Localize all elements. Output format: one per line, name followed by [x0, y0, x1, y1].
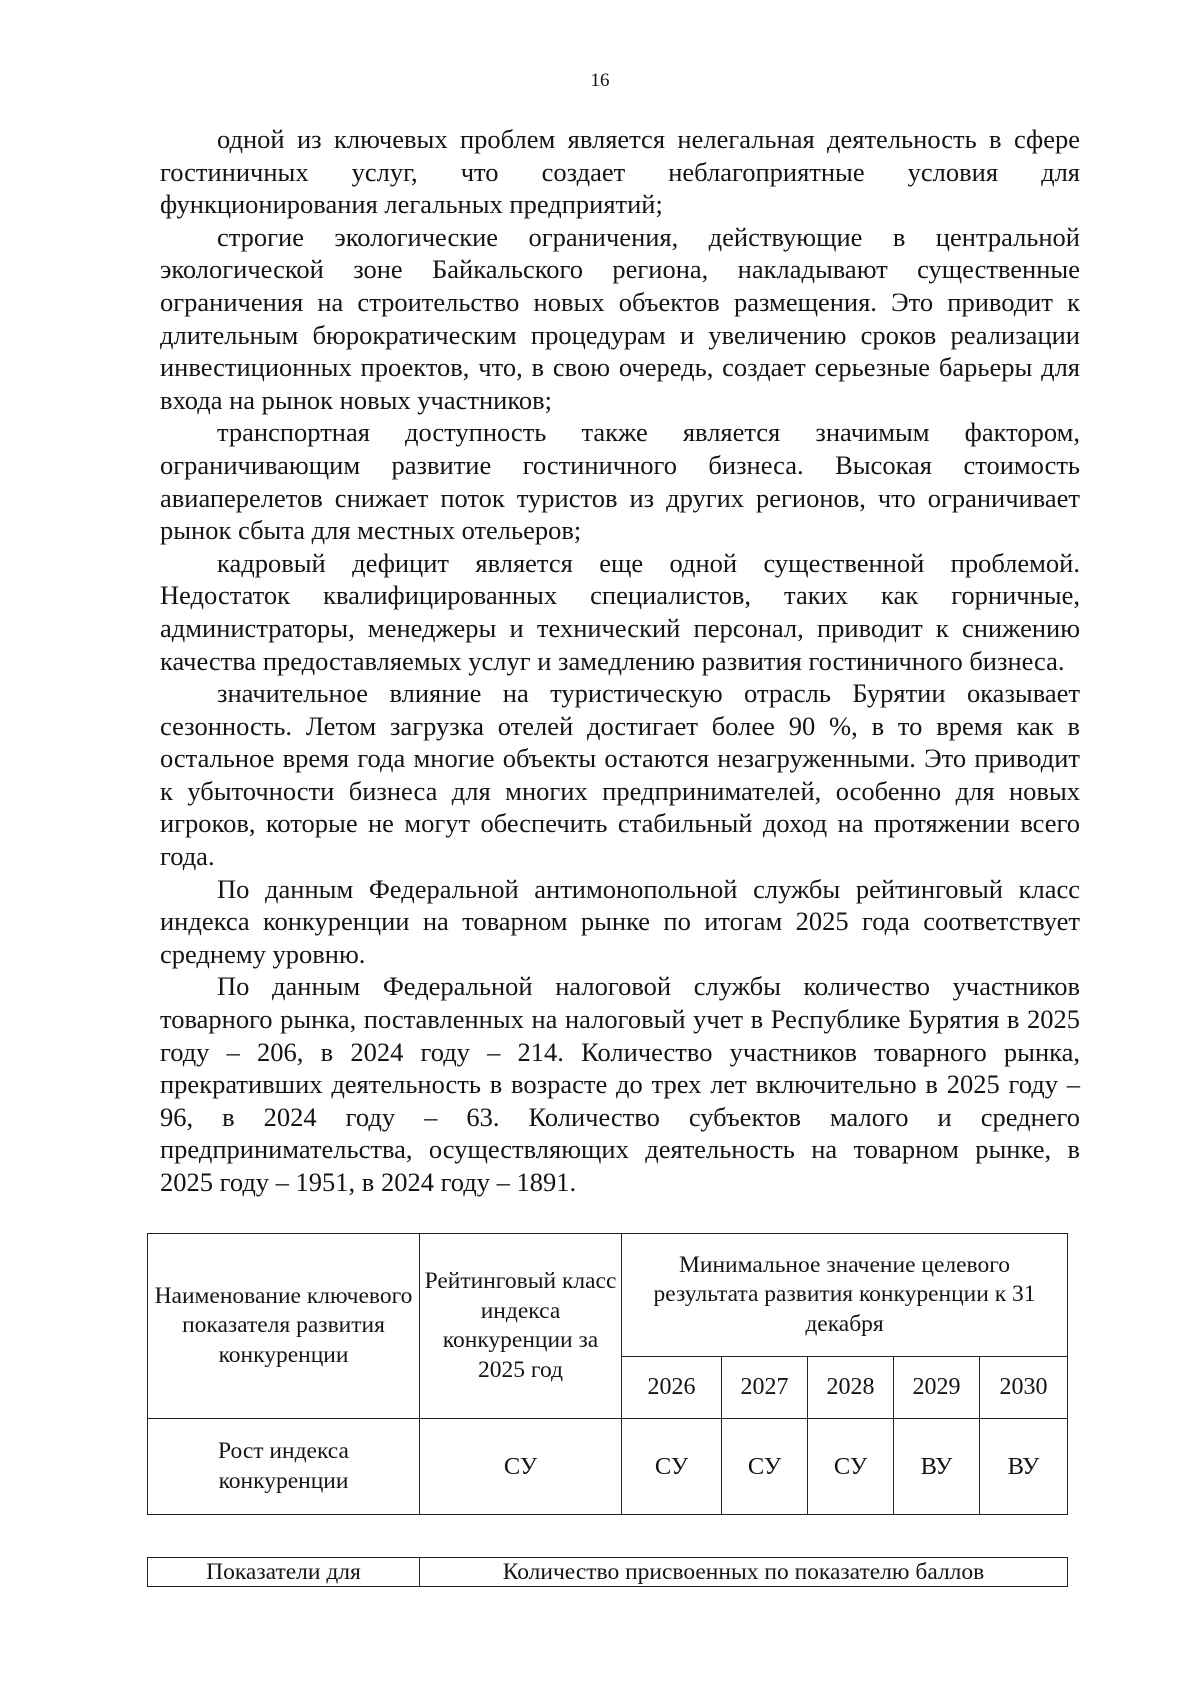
year-cell: 2026	[622, 1357, 722, 1419]
year-cell: 2030	[980, 1357, 1068, 1419]
body-text	[160, 123, 1080, 1199]
year-cell: 2027	[722, 1357, 808, 1419]
paragraph: По данным Федеральной налоговой службы количество участников товарного рынка, поставленных на налоговый учет в Республике Бурятия в 2025 году – 206, в 2024 году – 214. Количество участников товарного рынка, прекративших деятельность в возрасте до трех лет включительно в 2025 году – 96, в 2024 году – 63. Количество субъектов малого и среднего предпринимательства, осуществляющих деятельность на товарном рынке, в 2025 году – 1951, в 2024 году – 1891.	[160, 971, 1080, 1197]
paragraph: одной из ключевых проблем является нелегальная деятельность в сфере гостиничных услуг, что создает неблагоприятные условия для функционирования легальных предприятий;	[160, 124, 1080, 220]
points-header-score: Количество присвоенных по показателю баллов	[420, 1558, 1068, 1587]
paragraph: строгие экологические ограничения, действующие в центральной экологической зоне Байкальского региона, накладывают существенные ограничения на строительство новых объектов размещения. Это приводит к длительным бюрократическим процедурам и увеличению сроков реализации инвестиционных проектов, что, в свою очередь, создает серьезные барьеры для входа на рынок новых участников;	[160, 221, 1080, 415]
year-cell: 2028	[808, 1357, 894, 1419]
header-indicator-cell: Наименование ключевого показателя развития конкуренции	[148, 1234, 420, 1419]
points-header-indicators: Показатели для	[148, 1558, 420, 1587]
paragraph: транспортная доступность также является значимым фактором, ограничивающим развитие гостиничного бизнеса. Высокая стоимость авиаперелетов снижает поток туристов из других регионов, что ограничивает рынок сбыта для местных отельеров;	[160, 417, 1080, 546]
table-header-row	[148, 1558, 1068, 1587]
target-value-cell: ВУ	[980, 1419, 1068, 1515]
table-row	[148, 1419, 1068, 1515]
paragraph: кадровый дефицит является еще одной существенной проблемой. Недостаток квалифицированных специалистов, таких как горничные, администраторы, менеджеры и технический персонал, приводит к снижению качества предоставляемых услуг и замедлению развития гостиничного бизнеса.	[160, 547, 1080, 676]
rating-value-cell: СУ	[420, 1419, 622, 1515]
paragraph: значительное влияние на туристическую отрасль Бурятии оказывает сезонность. Летом загрузка отелей достигает более 90 %, в то время как в остальное время года многие объекты остаются незагруженными. Это приводит к убыточности бизнеса для многих предпринимателей, особенно для новых игроков, которые не могут обеспечить стабильный доход на протяжении всего года.	[160, 678, 1080, 872]
page-number: 16	[590, 70, 610, 91]
header-rating-cell: Рейтинговый класс индекса конкуренции за 2025 год	[420, 1234, 622, 1419]
target-value-cell: СУ	[722, 1419, 808, 1515]
target-value-cell: СУ	[622, 1419, 722, 1515]
points-table	[147, 1557, 1068, 1587]
header-target-cell: Минимальное значение целевого результата развития конкуренции к 31 декабря	[622, 1234, 1068, 1357]
target-value-cell: ВУ	[894, 1419, 980, 1515]
year-cell: 2029	[894, 1357, 980, 1419]
indicator-name-cell: Рост индекса конкуренции	[148, 1419, 420, 1515]
table-header-row	[148, 1234, 1068, 1357]
competition-index-table	[147, 1233, 1068, 1515]
target-value-cell: СУ	[808, 1419, 894, 1515]
paragraph: По данным Федеральной антимонопольной службы рейтинговый класс индекса конкуренции на товарном рынке по итогам 2025 года соответствует среднему уровню.	[160, 873, 1080, 969]
